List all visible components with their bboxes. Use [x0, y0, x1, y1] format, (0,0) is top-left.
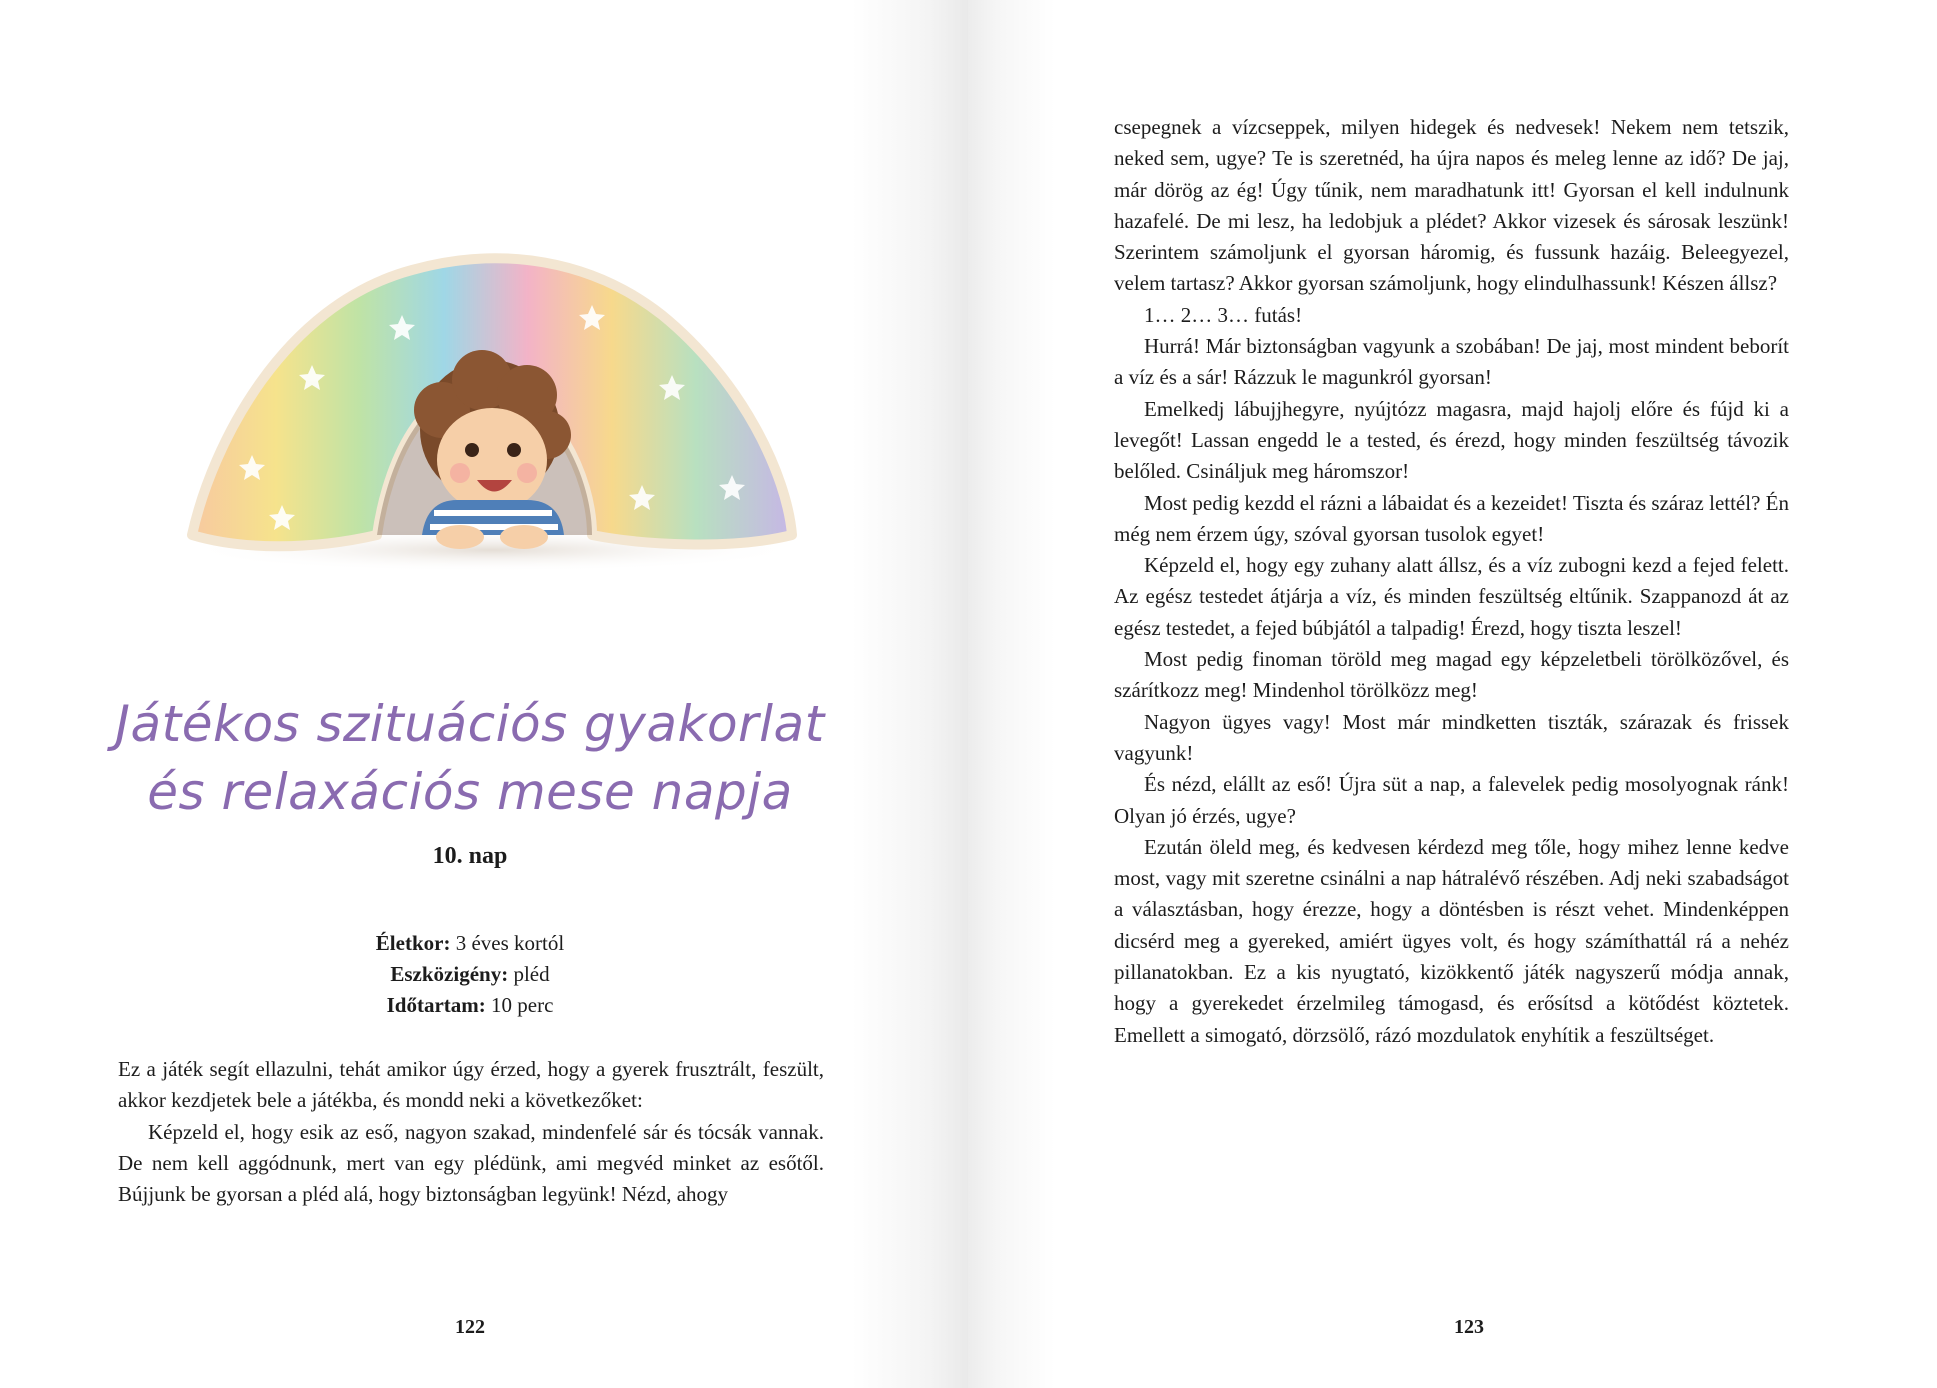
meta-duration-value: 10 perc — [491, 993, 554, 1017]
paragraph: Nagyon ügyes vagy! Most már mindketten tiszták, szárazak és frissek vagyunk! — [1114, 709, 1789, 765]
chapter-title-line-1: Játékos szituációs gyakorlat — [115, 695, 825, 753]
paragraph: Most pedig kezdd el rázni a lábaidat és a kezeidet! Tiszta és száraz lettél? Én még nem érzem úgy, szóval gyorsan tusolok egyet! — [1114, 490, 1789, 546]
page-number: 123 — [1454, 1316, 1484, 1338]
chapter-title-line-2: és relaxációs mese napja — [147, 763, 793, 821]
meta-age-value: 3 éves kortól — [455, 931, 565, 955]
paragraph: Hurrá! Már biztonságban vagyunk a szobában! De jaj, most mindent beborít a víz és a sár! Rázzuk le magunkról gyorsan! — [1114, 334, 1789, 390]
paragraph: Ezután öleld meg, és kedvesen kérdezd meg tőle, hogy mihez lenne kedve most, vagy mit szeretne csinálni a nap hátralévő részében. Adj neki szabadságot a választásban, hogy érezze, hogy a döntésben is részt vehet. Mindenképpen dicsérd meg a gyereked, amiért ügyes volt, és hogy számíthattál rá a nehéz pillanatokban. Ez a kis nyugtató, kizökkentő játék nagyszerű módja annak, hogy a gyerekedet érzelmileg támogasd, és erősítsd a kötődést köztetek. Emellett a simogató, dörzsölő, rázó mozdulatok enyhítik a feszültséget. — [1114, 834, 1789, 1047]
meta-duration — [0, 990, 940, 1021]
paragraph: Ez a játék segít ellazulni, tehát amikor úgy érzed, hogy a gyerek frusztrált, feszült, akkor kezdjetek bele a játékba, és mondd neki a következőket: — [118, 1057, 824, 1113]
meta-duration-label: Időtartam: — [386, 993, 486, 1017]
day-label: 10. nap — [432, 843, 508, 869]
paragraph: 1… 2… 3… futás! — [1144, 302, 1303, 327]
meta-tools — [0, 959, 940, 990]
paragraph: Most pedig finoman töröld meg magad egy képzeletbeli törölközővel, és szárítkozz meg! Mindenhol törölközz meg! — [1114, 647, 1789, 703]
meta-tools-label: Eszközigény: — [390, 962, 509, 986]
child-under-rainbow-blanket-icon — [172, 245, 812, 575]
exercise-meta — [0, 928, 940, 1021]
paragraph: És nézd, elállt az eső! Újra süt a nap, a falevelek pedig mosolyognak ránk! Olyan jó érzés, ugye? — [1114, 772, 1789, 828]
left-body-text — [118, 1054, 824, 1210]
paragraph: Képzeld el, hogy esik az eső, nagyon szakad, mindenfelé sár és tócsák vannak. De nem kell aggódnunk, mert van egy plédünk, ami megvéd minket az esőtől. Bújjunk be gyorsan a pléd alá, hogy biztonságban legyünk! Nézd, ahogy — [118, 1119, 824, 1207]
chapter-title — [0, 690, 940, 826]
right-body-text — [1114, 112, 1789, 1051]
right-page — [968, 0, 1937, 1388]
paragraph: Képzeld el, hogy egy zuhany alatt állsz, és a víz zubogni kezd a fejed felett. Az egész testedet átjárja a víz, és minden feszültség eltűnik. Szappanozd át az egész testedet, a fejed búbjától a talpadig! Érezd, hogy tiszta leszel! — [1114, 553, 1789, 640]
meta-age — [0, 928, 940, 959]
page-number: 122 — [455, 1316, 485, 1338]
meta-tools-value: pléd — [513, 962, 550, 986]
paragraph: Emelkedj lábujjhegyre, nyújtózz magasra, majd hajolj előre és fújd ki a levegőt! Lassan engedd le a tested, és érezd, hogy minden feszültség távozik belőled. Csináljuk meg háromszor! — [1114, 396, 1789, 484]
paragraph: csepegnek a vízcseppek, milyen hidegek és nedvesek! Nekem nem tetszik, neked sem, ugye? Te is szeretnéd, ha újra napos és meleg lenne az idő? De jaj, már dörög az ég! Úgy tűnik, nem maradhatunk itt! Gyorsan el kell indulnunk hazafelé. De mi lesz, ha ledobjuk a plédet? Akkor vizesek és sárosak leszünk! Szerintem számoljunk el gyorsan háromig, és fussunk hazáig. Beleegyezel, velem tartasz? Akkor gyorsan számoljunk, hogy elindulhassunk! Készen állsz? — [1114, 115, 1789, 296]
left-page — [0, 0, 968, 1388]
meta-age-label: Életkor: — [375, 931, 451, 955]
